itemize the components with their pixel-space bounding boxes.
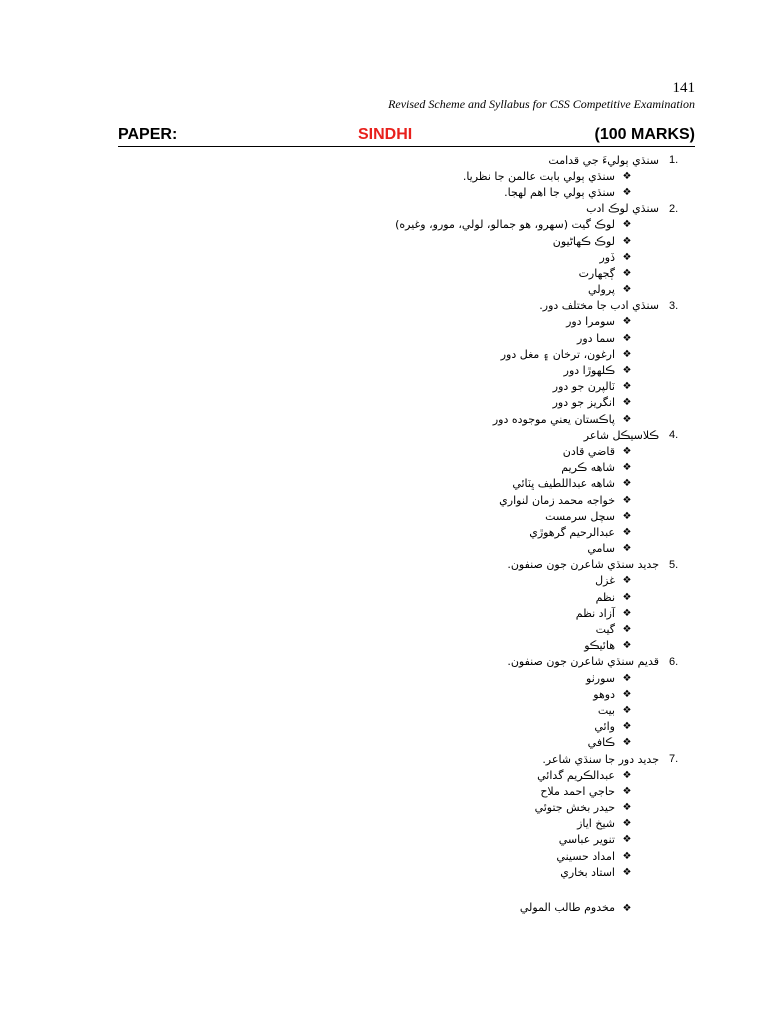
subitem-text: وائي (594, 720, 615, 734)
subitem-text: سنڌي ٻولي بابت عالمن جا نظريا. (462, 169, 615, 183)
subitem (95, 719, 695, 735)
subitem (95, 330, 695, 346)
subitem-text: ٽالپرن جو دور (552, 380, 615, 394)
syllabus-list (95, 152, 695, 914)
diamond-bullet-icon: ❖ (622, 494, 632, 506)
topic-heading (95, 298, 695, 314)
subitem-text: هائيڪو (584, 639, 615, 653)
subitem-text: مخدوم طالب المولي (519, 901, 615, 915)
subitem-text: لوڪ گيت (سهرو، هو جمالو، لولي، مورو، وغيره) (395, 218, 615, 232)
subitem (95, 282, 695, 298)
subitem-text: ارغون، ترخان ۽ مغل دور (500, 347, 615, 361)
subitem-text: سما دور (577, 331, 615, 345)
subitem-text: سچل سرمست (545, 509, 615, 523)
subitem-text: آزاد نظم (575, 606, 615, 620)
subitem (95, 443, 695, 459)
subitem (95, 573, 695, 589)
subitem-text: حاجي احمد ملاح (540, 784, 615, 798)
diamond-bullet-icon: ❖ (622, 267, 632, 279)
subitem (95, 880, 695, 914)
diamond-bullet-icon: ❖ (622, 510, 632, 522)
diamond-bullet-icon: ❖ (622, 624, 632, 636)
diamond-bullet-icon: ❖ (622, 721, 632, 733)
diamond-bullet-icon: ❖ (622, 365, 632, 377)
topic-subitems (95, 168, 695, 200)
diamond-bullet-icon: ❖ (622, 397, 632, 409)
topic-subitems (95, 670, 695, 751)
page-number: 141 (672, 80, 695, 96)
topic-title: سنڌي ٻوليءَ جي قدامت (548, 153, 659, 167)
subitem (95, 832, 695, 848)
topic-subitems (95, 573, 695, 654)
subitem-text: امداد حسيني (556, 849, 615, 863)
diamond-bullet-icon: ❖ (622, 170, 632, 182)
subitem-text: پرولي (588, 283, 615, 297)
subitem (95, 783, 695, 799)
subitem (95, 638, 695, 654)
diamond-bullet-icon: ❖ (622, 640, 632, 652)
subitem-text: غزل (595, 574, 615, 588)
subitem-text: ڳجهارت (578, 266, 615, 280)
paper-marks: (100 MARKS) (594, 126, 695, 143)
subitem (95, 362, 695, 378)
topic-heading (95, 201, 695, 217)
subitem-text: نظم (595, 590, 615, 604)
paper-subject: SINDHI (358, 126, 413, 143)
subitem-text: شاهه عبداللطيف ڀٽائي (512, 477, 615, 491)
diamond-bullet-icon: ❖ (622, 462, 632, 474)
diamond-bullet-icon: ❖ (622, 251, 632, 263)
subitem (95, 265, 695, 281)
subitem (95, 670, 695, 686)
subitem-text: دوهو (593, 687, 615, 701)
syllabus-topic (95, 201, 695, 298)
subitem (95, 184, 695, 200)
subitem-text: انگريز جو دور (552, 396, 615, 410)
topic-title: قديم سنڌي شاعرن جون صنفون. (507, 655, 659, 669)
subitem-text: پاڪستان يعني موجوده دور (492, 412, 615, 426)
subitem (95, 346, 695, 362)
syllabus-topic (95, 152, 695, 201)
diamond-bullet-icon: ❖ (622, 672, 632, 684)
diamond-bullet-icon: ❖ (622, 737, 632, 749)
topic-subitems (95, 314, 695, 427)
subitem (95, 605, 695, 621)
diamond-bullet-icon: ❖ (622, 818, 632, 830)
subitem (95, 524, 695, 540)
diamond-bullet-icon: ❖ (622, 543, 632, 555)
topic-title: سنڌي لوڪ ادب (586, 202, 659, 216)
topic-heading (95, 751, 695, 767)
diamond-bullet-icon: ❖ (622, 235, 632, 247)
diamond-bullet-icon: ❖ (622, 478, 632, 490)
paper-label: PAPER: (118, 126, 178, 143)
subitem (95, 217, 695, 233)
subitem-text: گيت (595, 623, 615, 637)
subitem-text: سنڌي ٻولي جا اهم لهجا. (504, 185, 615, 199)
diamond-bullet-icon: ❖ (622, 284, 632, 296)
topic-number: 5. (669, 558, 679, 571)
topic-heading (95, 557, 695, 573)
diamond-bullet-icon: ❖ (622, 785, 632, 797)
diamond-bullet-icon: ❖ (622, 834, 632, 846)
subitem (95, 686, 695, 702)
topic-title: سنڌي ادب جا مختلف دور. (539, 299, 659, 313)
subitem (95, 460, 695, 476)
subitem-text: شاهه ڪريم (561, 461, 615, 475)
subitem-text: حيدر بخش جتوئي (534, 801, 615, 815)
subitem (95, 767, 695, 783)
diamond-bullet-icon: ❖ (622, 704, 632, 716)
diamond-bullet-icon: ❖ (622, 413, 632, 425)
subitem-text: قاضي قادن (562, 444, 615, 458)
subitem (95, 589, 695, 605)
subitem-text: ڏور (599, 250, 615, 264)
syllabus-topic (95, 751, 695, 915)
diamond-bullet-icon: ❖ (622, 575, 632, 587)
subitem (95, 508, 695, 524)
topic-title: جديد دور جا سنڌي شاعر. (542, 752, 659, 766)
subitem-text: بيت (597, 703, 615, 717)
topic-number: 4. (669, 429, 679, 442)
syllabus-topic (95, 557, 695, 654)
subitem (95, 541, 695, 557)
subitem (95, 411, 695, 427)
subitem (95, 233, 695, 249)
topic-heading (95, 654, 695, 670)
diamond-bullet-icon: ❖ (622, 445, 632, 457)
topic-heading (95, 427, 695, 443)
subitem-text: خواجه محمد زمان لنواري (499, 493, 615, 507)
running-header: Revised Scheme and Syllabus for CSS Competitive Examination (388, 97, 695, 111)
subitem (95, 702, 695, 718)
diamond-bullet-icon: ❖ (622, 607, 632, 619)
subitem (95, 816, 695, 832)
subitem (95, 848, 695, 864)
diamond-bullet-icon: ❖ (622, 591, 632, 603)
topic-subitems (95, 217, 695, 298)
topic-title: جديد سنڌي شاعرن جون صنفون. (507, 558, 659, 572)
diamond-bullet-icon: ❖ (622, 348, 632, 360)
diamond-bullet-icon: ❖ (622, 381, 632, 393)
subitem-text: تنوير عباسي (558, 833, 615, 847)
subitem (95, 379, 695, 395)
diamond-bullet-icon: ❖ (622, 332, 632, 344)
topic-subitems (95, 767, 695, 914)
subitem (95, 314, 695, 330)
subitem-text: ڪلهوڙا دور (563, 364, 615, 378)
topic-subitems (95, 443, 695, 556)
diamond-bullet-icon: ❖ (622, 186, 632, 198)
subitem (95, 249, 695, 265)
subitem (95, 621, 695, 637)
diamond-bullet-icon: ❖ (622, 866, 632, 878)
topic-number: 7. (669, 753, 679, 766)
paper-heading (118, 126, 695, 147)
topic-number: 2. (669, 202, 679, 215)
syllabus-topic (95, 654, 695, 751)
diamond-bullet-icon: ❖ (622, 316, 632, 328)
subitem-text: عبدالرحيم گرهوڙي (529, 525, 615, 539)
subitem (95, 476, 695, 492)
topic-number: 1. (669, 154, 679, 167)
subitem-text: ڪافي (587, 736, 615, 750)
subitem-text: سورٺو (586, 671, 615, 685)
subitem-text: شيخ اياز (577, 817, 615, 831)
subitem-text: عبدالڪريم گدائي (537, 768, 615, 782)
diamond-bullet-icon: ❖ (622, 219, 632, 231)
diamond-bullet-icon: ❖ (622, 903, 632, 915)
subitem (95, 168, 695, 184)
diamond-bullet-icon: ❖ (622, 526, 632, 538)
subitem (95, 864, 695, 880)
topic-number: 6. (669, 655, 679, 668)
subitem-text: لوڪ ڪهاڻيون (552, 234, 615, 248)
diamond-bullet-icon: ❖ (622, 850, 632, 862)
topic-number: 3. (669, 299, 679, 312)
subitem (95, 395, 695, 411)
subitem (95, 492, 695, 508)
subitem-text: سامي (587, 542, 615, 556)
subitem (95, 735, 695, 751)
subitem (95, 800, 695, 816)
syllabus-topic (95, 427, 695, 557)
topic-title: ڪلاسيڪل شاعر (583, 428, 659, 442)
subitem-text: سومرا دور (566, 315, 615, 329)
diamond-bullet-icon: ❖ (622, 688, 632, 700)
diamond-bullet-icon: ❖ (622, 769, 632, 781)
topic-heading (95, 152, 695, 168)
diamond-bullet-icon: ❖ (622, 802, 632, 814)
syllabus-topic (95, 298, 695, 428)
subitem-text: استاد بخاري (560, 865, 615, 879)
